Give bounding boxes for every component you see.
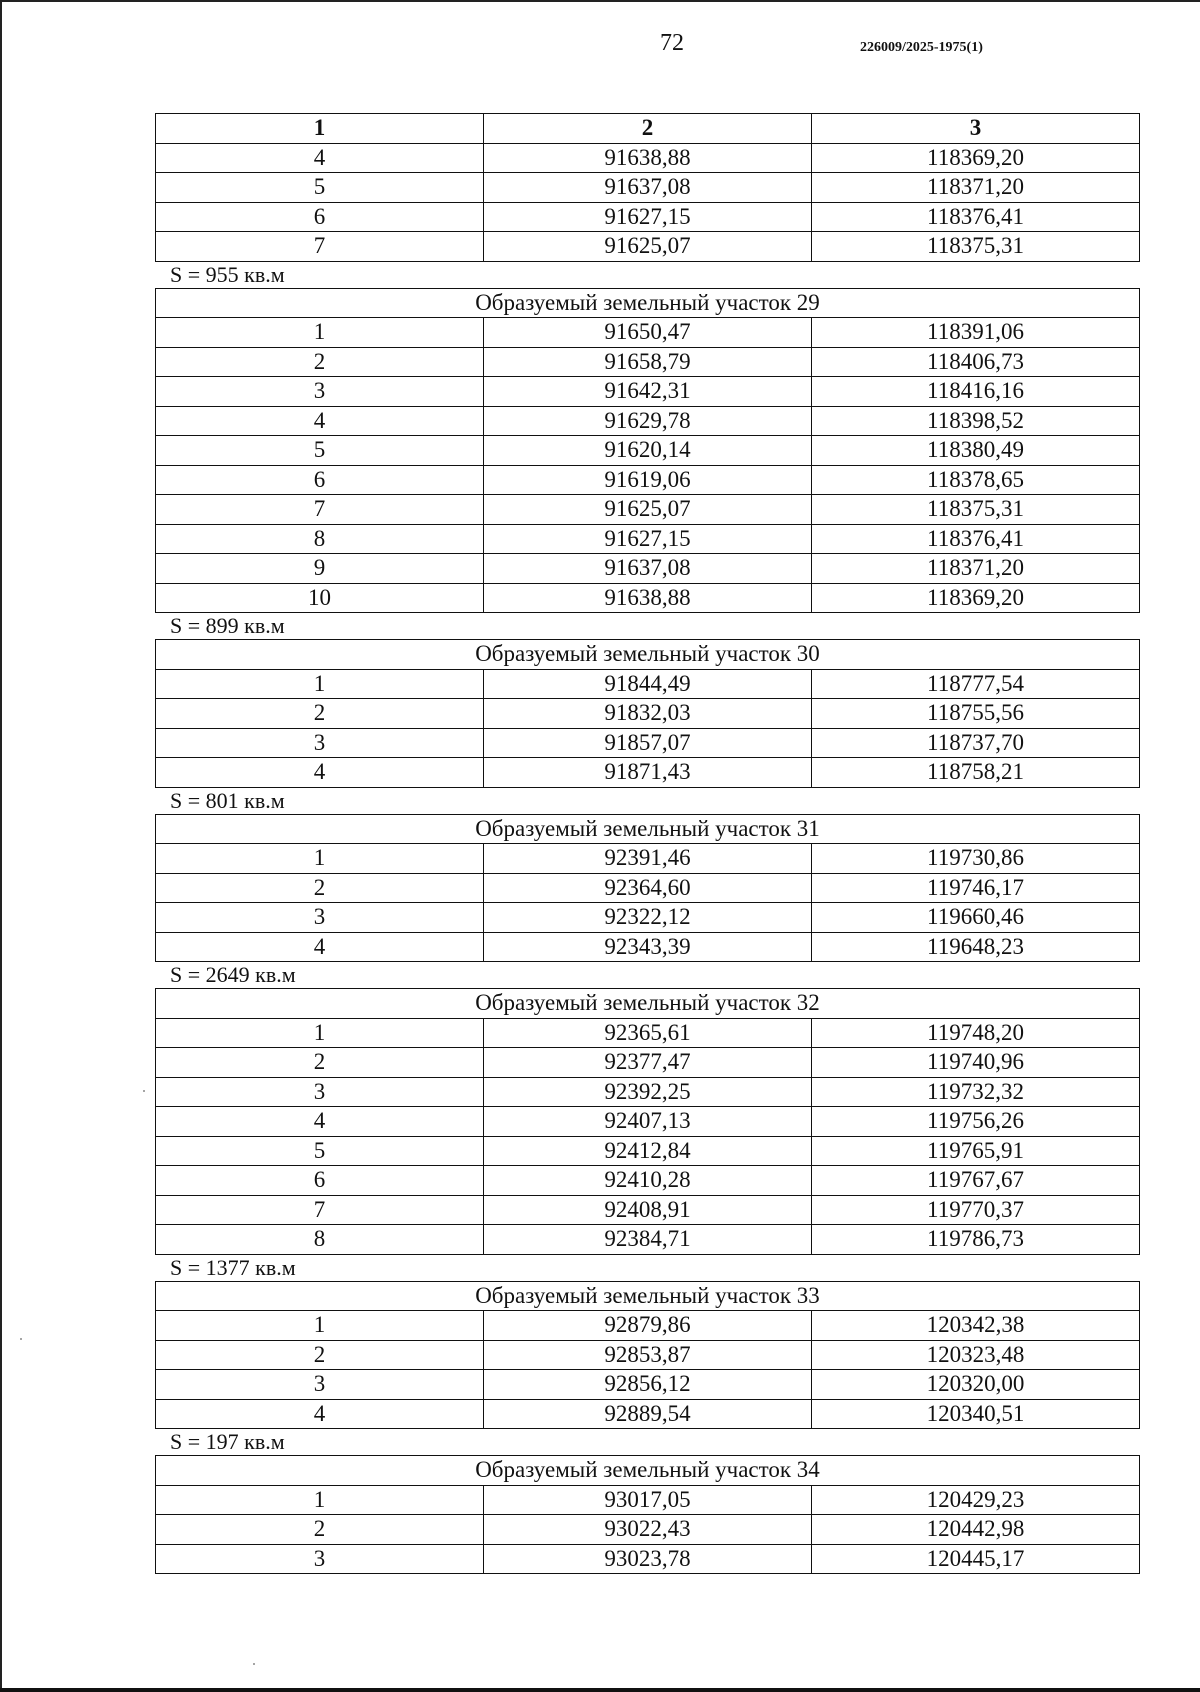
- table-row: [156, 583, 1140, 613]
- y-coordinate-cell: 118398,52: [812, 406, 1140, 436]
- table-row: [156, 495, 1140, 525]
- table-row: [156, 1107, 1140, 1137]
- table-row: [156, 1077, 1140, 1107]
- point-number-cell: 2: [156, 1048, 484, 1078]
- area-label: S = 955 кв.м: [170, 261, 285, 287]
- point-number-cell: 4: [156, 932, 484, 962]
- y-coordinate-cell: 119765,91: [812, 1136, 1140, 1166]
- point-number-cell: 3: [156, 728, 484, 758]
- y-coordinate-cell: 118416,16: [812, 377, 1140, 407]
- x-coordinate-cell: 91625,07: [484, 495, 812, 525]
- point-number-cell: 3: [156, 903, 484, 933]
- y-coordinate-cell: 119748,20: [812, 1018, 1140, 1048]
- table-row: [156, 465, 1140, 495]
- table-row: [156, 873, 1140, 903]
- plot-title: Образуемый земельный участок 29: [156, 288, 1140, 318]
- x-coordinate-cell: 91642,31: [484, 377, 812, 407]
- y-coordinate-cell: 120445,17: [812, 1544, 1140, 1574]
- x-coordinate-cell: 92377,47: [484, 1048, 812, 1078]
- x-coordinate-cell: 92407,13: [484, 1107, 812, 1137]
- y-coordinate-cell: 119730,86: [812, 844, 1140, 874]
- y-coordinate-cell: 119732,32: [812, 1077, 1140, 1107]
- land-plot-table: [155, 288, 1140, 614]
- x-coordinate-cell: 91857,07: [484, 728, 812, 758]
- plot-title-row: [156, 814, 1140, 844]
- point-number-cell: 7: [156, 1195, 484, 1225]
- y-coordinate-cell: 118406,73: [812, 347, 1140, 377]
- table-row: [156, 1311, 1140, 1341]
- y-coordinate-cell: 118369,20: [812, 143, 1140, 173]
- point-number-cell: 1: [156, 844, 484, 874]
- table-row: [156, 1485, 1140, 1515]
- table-row: [156, 173, 1140, 203]
- table-header-row: [156, 114, 1140, 144]
- table-row: [156, 758, 1140, 788]
- page-edge-top: [0, 0, 1200, 2]
- point-number-cell: 2: [156, 347, 484, 377]
- x-coordinate-cell: 92384,71: [484, 1225, 812, 1255]
- table-row: [156, 377, 1140, 407]
- point-number-cell: 5: [156, 436, 484, 466]
- plot-title-row: [156, 1281, 1140, 1311]
- x-coordinate-cell: 92853,87: [484, 1340, 812, 1370]
- table-row: [156, 202, 1140, 232]
- x-coordinate-cell: 92410,28: [484, 1166, 812, 1196]
- y-coordinate-cell: 118371,20: [812, 173, 1140, 203]
- y-coordinate-cell: 118376,41: [812, 202, 1140, 232]
- table-row: [156, 1544, 1140, 1574]
- x-coordinate-cell: 93023,78: [484, 1544, 812, 1574]
- table-row: [156, 524, 1140, 554]
- table-row: [156, 1048, 1140, 1078]
- x-coordinate-cell: 92856,12: [484, 1370, 812, 1400]
- plot-title: Образуемый земельный участок 32: [156, 989, 1140, 1019]
- table-row: [156, 318, 1140, 348]
- x-coordinate-cell: 92889,54: [484, 1399, 812, 1429]
- point-number-cell: 7: [156, 232, 484, 262]
- point-number-cell: 3: [156, 1077, 484, 1107]
- y-coordinate-cell: 119786,73: [812, 1225, 1140, 1255]
- x-coordinate-cell: 91627,15: [484, 202, 812, 232]
- plot-title-row: [156, 989, 1140, 1019]
- x-coordinate-cell: 91638,88: [484, 143, 812, 173]
- table-row: [156, 728, 1140, 758]
- plot-title-row: [156, 288, 1140, 318]
- y-coordinate-cell: 118391,06: [812, 318, 1140, 348]
- x-coordinate-cell: 91650,47: [484, 318, 812, 348]
- point-number-cell: 1: [156, 318, 484, 348]
- x-coordinate-cell: 91620,14: [484, 436, 812, 466]
- page-edge-left: [0, 0, 2, 1692]
- coordinate-tables: [155, 113, 1140, 1574]
- x-coordinate-cell: 91637,08: [484, 173, 812, 203]
- plot-title: Образуемый земельный участок 33: [156, 1281, 1140, 1311]
- x-coordinate-cell: 91637,08: [484, 554, 812, 584]
- y-coordinate-cell: 119660,46: [812, 903, 1140, 933]
- y-coordinate-cell: 119746,17: [812, 873, 1140, 903]
- x-coordinate-cell: 91625,07: [484, 232, 812, 262]
- x-coordinate-cell: 92408,91: [484, 1195, 812, 1225]
- x-coordinate-cell: 91629,78: [484, 406, 812, 436]
- y-coordinate-cell: 119770,37: [812, 1195, 1140, 1225]
- area-label: S = 801 кв.м: [170, 787, 285, 813]
- x-coordinate-cell: 91619,06: [484, 465, 812, 495]
- y-coordinate-cell: 118737,70: [812, 728, 1140, 758]
- page-edge-bottom: [0, 1688, 1200, 1692]
- point-number-cell: 5: [156, 1136, 484, 1166]
- point-number-cell: 4: [156, 143, 484, 173]
- table-row: [156, 406, 1140, 436]
- land-plot-table: [155, 1281, 1140, 1430]
- x-coordinate-cell: 91844,49: [484, 669, 812, 699]
- point-number-cell: 1: [156, 1311, 484, 1341]
- table-row: [156, 699, 1140, 729]
- point-number-cell: 6: [156, 202, 484, 232]
- page-number: 72: [660, 30, 684, 56]
- point-number-cell: 1: [156, 1485, 484, 1515]
- point-number-cell: 2: [156, 873, 484, 903]
- plot-title: Образуемый земельный участок 34: [156, 1456, 1140, 1486]
- table-row: [156, 1195, 1140, 1225]
- table-row: [156, 436, 1140, 466]
- area-label: S = 2649 кв.м: [170, 962, 296, 987]
- point-number-cell: 4: [156, 1107, 484, 1137]
- point-number-cell: 3: [156, 377, 484, 407]
- x-coordinate-cell: 93022,43: [484, 1515, 812, 1545]
- area-label: S = 197 кв.м: [170, 1429, 285, 1454]
- x-coordinate-cell: 91658,79: [484, 347, 812, 377]
- x-coordinate-cell: 91627,15: [484, 524, 812, 554]
- point-number-cell: 5: [156, 173, 484, 203]
- y-coordinate-cell: 120323,48: [812, 1340, 1140, 1370]
- plot-title-row: [156, 640, 1140, 670]
- column-header: 1: [156, 114, 484, 144]
- y-coordinate-cell: 120342,38: [812, 1311, 1140, 1341]
- scan-speck: [143, 1090, 145, 1092]
- y-coordinate-cell: 118375,31: [812, 495, 1140, 525]
- plot-title: Образуемый земельный участок 30: [156, 640, 1140, 670]
- table-row: [156, 347, 1140, 377]
- x-coordinate-cell: 91638,88: [484, 583, 812, 613]
- table-row: [156, 669, 1140, 699]
- land-plot-table: [155, 639, 1140, 788]
- plot-title-row: [156, 1456, 1140, 1486]
- y-coordinate-cell: 120442,98: [812, 1515, 1140, 1545]
- table-row: [156, 232, 1140, 262]
- y-coordinate-cell: 118378,65: [812, 465, 1140, 495]
- table-row: [156, 1515, 1140, 1545]
- table-row: [156, 143, 1140, 173]
- land-plot-table: [155, 814, 1140, 963]
- column-header: 2: [484, 114, 812, 144]
- x-coordinate-cell: 91832,03: [484, 699, 812, 729]
- point-number-cell: 1: [156, 669, 484, 699]
- x-coordinate-cell: 92392,25: [484, 1077, 812, 1107]
- point-number-cell: 1: [156, 1018, 484, 1048]
- table-row: [156, 1018, 1140, 1048]
- table-row: [156, 1370, 1140, 1400]
- land-plot-table: [155, 1455, 1140, 1574]
- land-plot-table: [155, 988, 1140, 1255]
- x-coordinate-cell: 92879,86: [484, 1311, 812, 1341]
- x-coordinate-cell: 92365,61: [484, 1018, 812, 1048]
- y-coordinate-cell: 118376,41: [812, 524, 1140, 554]
- y-coordinate-cell: 118369,20: [812, 583, 1140, 613]
- y-coordinate-cell: 119756,26: [812, 1107, 1140, 1137]
- coordinates-table-continued: [155, 113, 1140, 262]
- point-number-cell: 7: [156, 495, 484, 525]
- table-row: [156, 1136, 1140, 1166]
- point-number-cell: 4: [156, 406, 484, 436]
- table-row: [156, 1225, 1140, 1255]
- y-coordinate-cell: 118380,49: [812, 436, 1140, 466]
- y-coordinate-cell: 118758,21: [812, 758, 1140, 788]
- x-coordinate-cell: 91871,43: [484, 758, 812, 788]
- y-coordinate-cell: 119740,96: [812, 1048, 1140, 1078]
- point-number-cell: 10: [156, 583, 484, 613]
- x-coordinate-cell: 92322,12: [484, 903, 812, 933]
- y-coordinate-cell: 120340,51: [812, 1399, 1140, 1429]
- table-row: [156, 1399, 1140, 1429]
- document-id: 226009/2025-1975(1): [860, 40, 983, 55]
- point-number-cell: 6: [156, 1166, 484, 1196]
- point-number-cell: 4: [156, 1399, 484, 1429]
- point-number-cell: 2: [156, 1340, 484, 1370]
- point-number-cell: 8: [156, 1225, 484, 1255]
- x-coordinate-cell: 92364,60: [484, 873, 812, 903]
- column-header: 3: [812, 114, 1140, 144]
- y-coordinate-cell: 118755,56: [812, 699, 1140, 729]
- y-coordinate-cell: 119767,67: [812, 1166, 1140, 1196]
- point-number-cell: 4: [156, 758, 484, 788]
- x-coordinate-cell: 92343,39: [484, 932, 812, 962]
- point-number-cell: 3: [156, 1544, 484, 1574]
- table-row: [156, 1166, 1140, 1196]
- plot-title: Образуемый земельный участок 31: [156, 814, 1140, 844]
- table-row: [156, 903, 1140, 933]
- x-coordinate-cell: 93017,05: [484, 1485, 812, 1515]
- area-label: S = 1377 кв.м: [170, 1254, 296, 1280]
- y-coordinate-cell: 120320,00: [812, 1370, 1140, 1400]
- scan-speck: [253, 1663, 255, 1665]
- y-coordinate-cell: 119648,23: [812, 932, 1140, 962]
- point-number-cell: 2: [156, 699, 484, 729]
- point-number-cell: 6: [156, 465, 484, 495]
- point-number-cell: 9: [156, 554, 484, 584]
- area-label: S = 899 кв.м: [170, 613, 285, 638]
- y-coordinate-cell: 118777,54: [812, 669, 1140, 699]
- scan-speck: [20, 1338, 22, 1340]
- point-number-cell: 8: [156, 524, 484, 554]
- table-row: [156, 844, 1140, 874]
- y-coordinate-cell: 118375,31: [812, 232, 1140, 262]
- y-coordinate-cell: 118371,20: [812, 554, 1140, 584]
- table-row: [156, 1340, 1140, 1370]
- table-row: [156, 554, 1140, 584]
- point-number-cell: 2: [156, 1515, 484, 1545]
- table-row: [156, 932, 1140, 962]
- y-coordinate-cell: 120429,23: [812, 1485, 1140, 1515]
- x-coordinate-cell: 92391,46: [484, 844, 812, 874]
- point-number-cell: 3: [156, 1370, 484, 1400]
- x-coordinate-cell: 92412,84: [484, 1136, 812, 1166]
